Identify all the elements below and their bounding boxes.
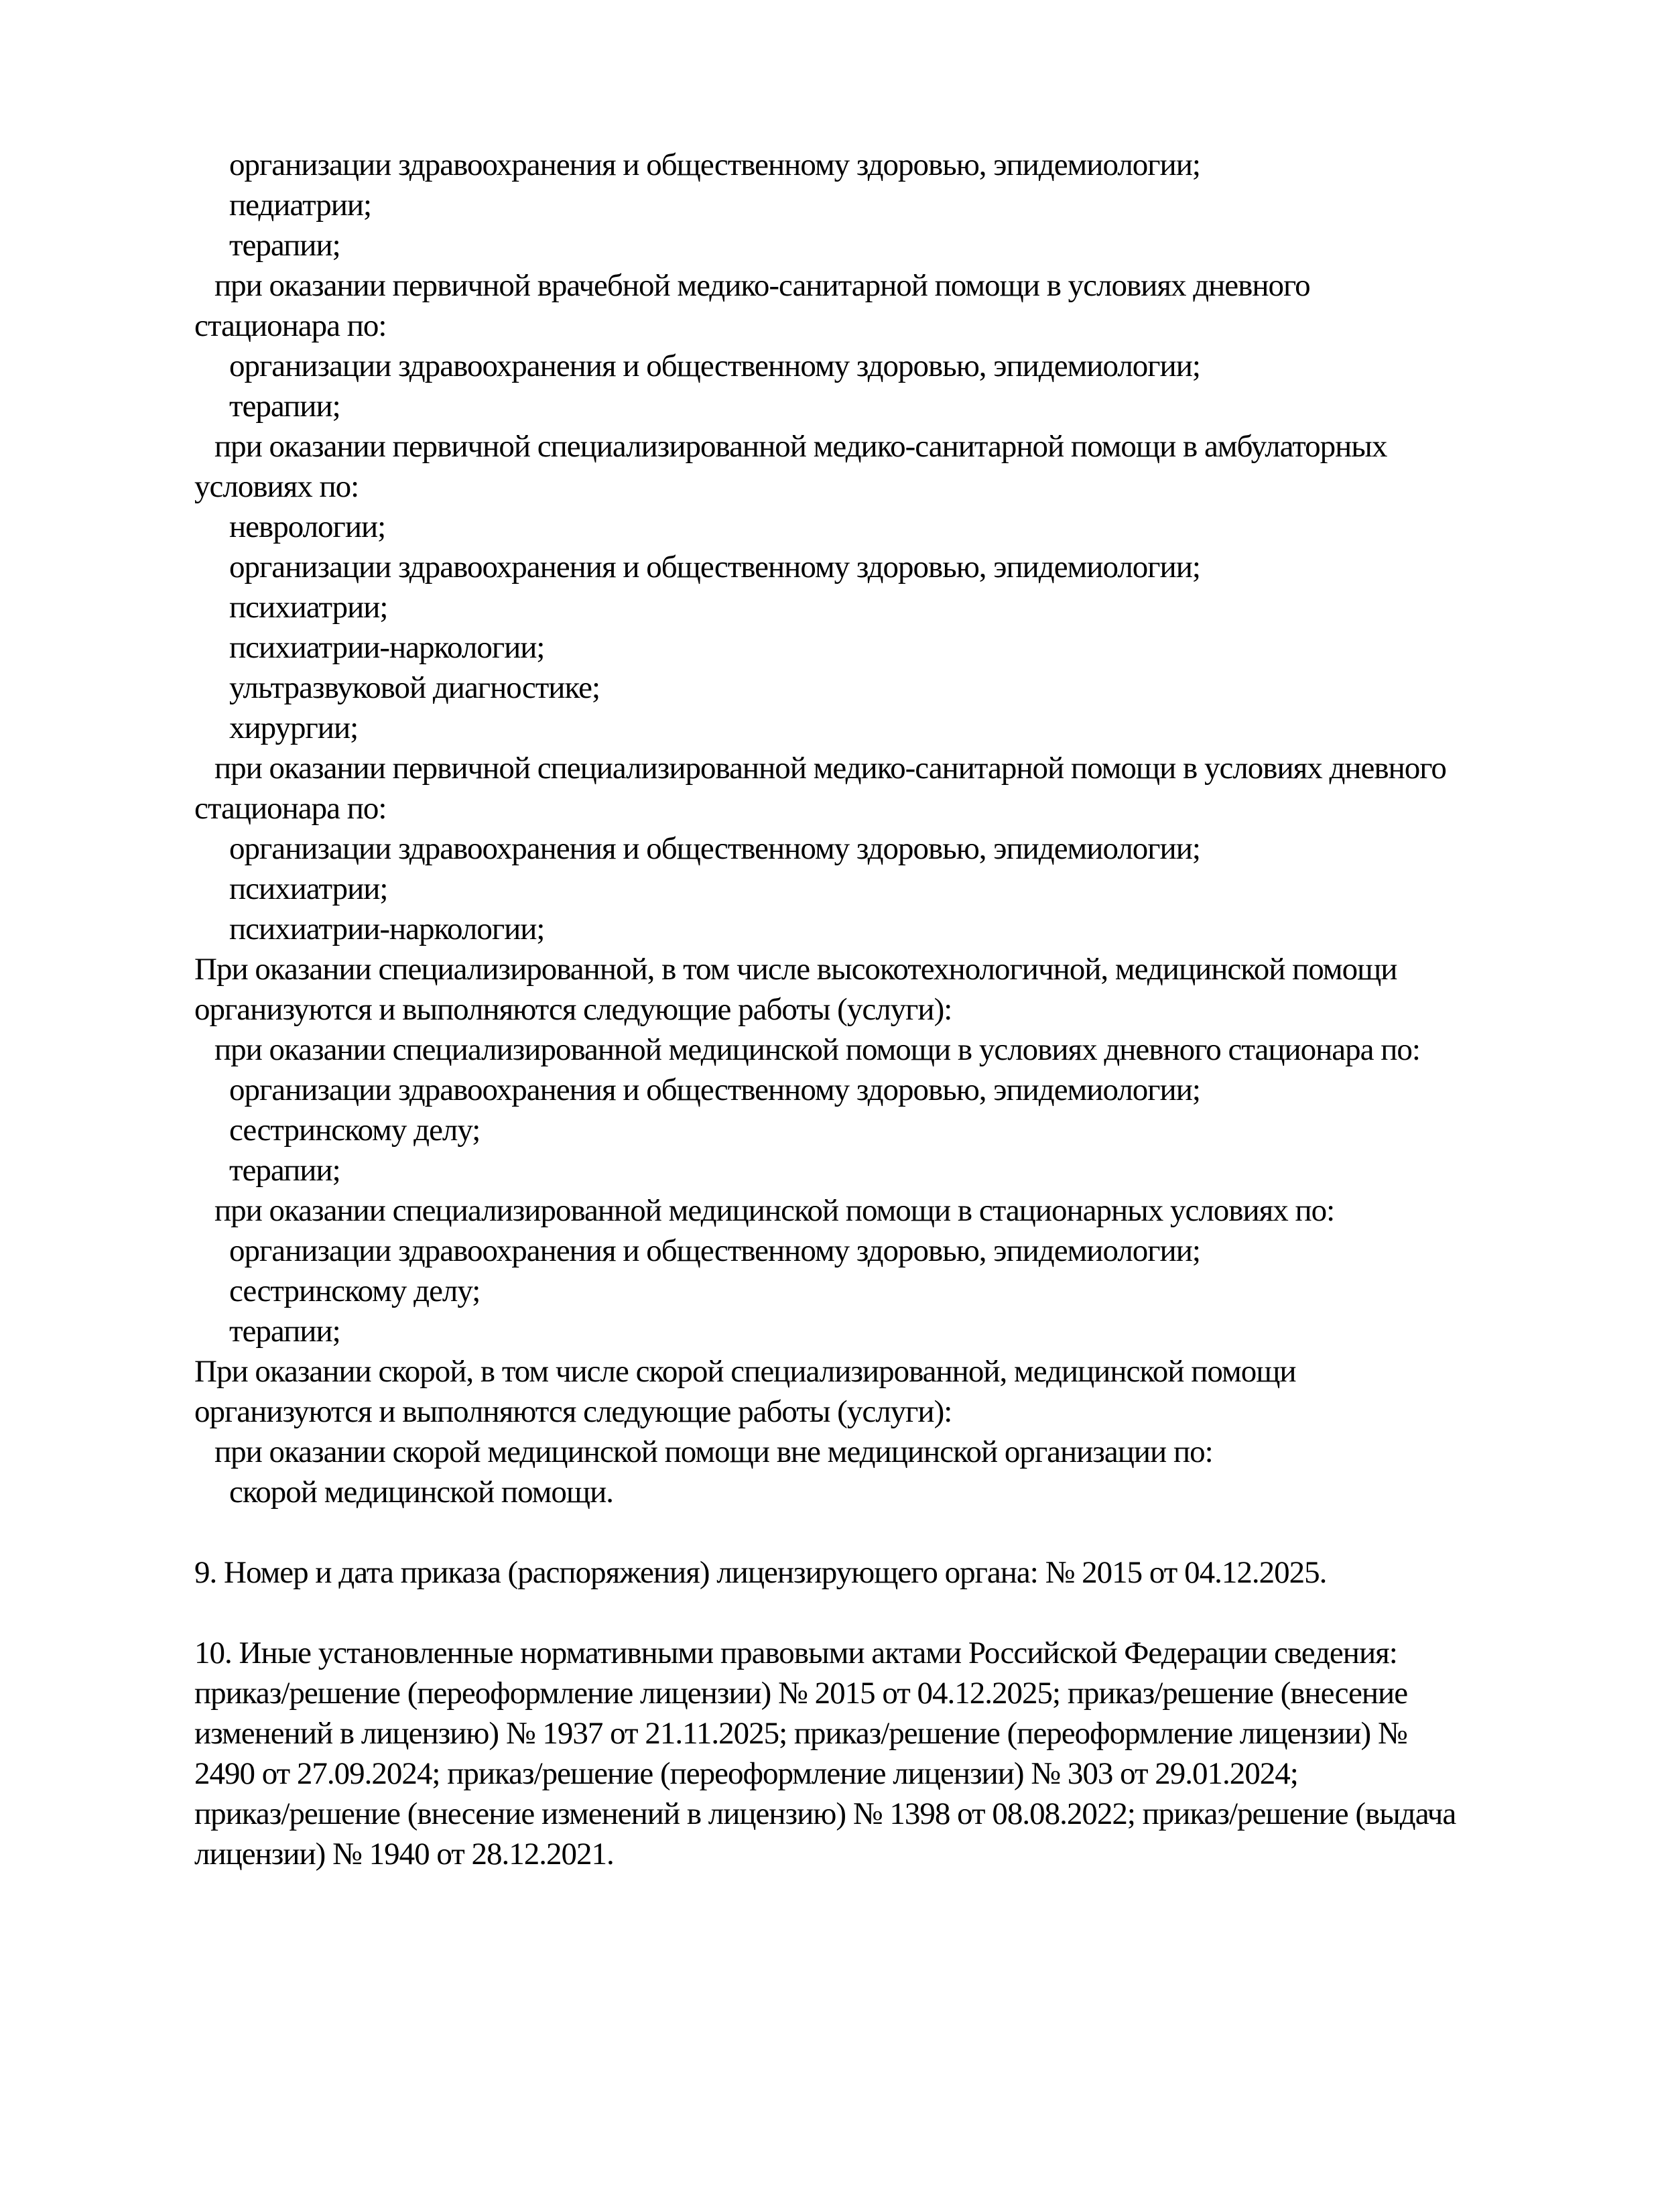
- text-line: психиатрии-наркологии;: [229, 912, 545, 946]
- text-line: при оказании скорой медицинской помощи вне медицинской организации по:: [214, 1434, 1213, 1469]
- blank-line: [0, 1512, 1662, 1552]
- text-line: при оказании специализированной медицинской помощи в стационарных условиях по:: [214, 1193, 1335, 1228]
- text-line: При оказании скорой, в том числе скорой специализированной, медицинской помощи: [194, 1354, 1296, 1389]
- text-line: при оказании первичной специализированной медико-санитарной помощи в амбулаторных: [214, 429, 1387, 464]
- text-line: психиатрии-наркологии;: [229, 630, 545, 665]
- text-line: хирургии;: [229, 711, 359, 745]
- text-line: организации здравоохранения и общественному здоровью, эпидемиологии;: [229, 349, 1200, 383]
- text-line: организации здравоохранения и общественному здоровью, эпидемиологии;: [229, 1233, 1200, 1268]
- text-line: организуются и выполняются следующие работы (услуги):: [194, 1394, 952, 1429]
- text-line: психиатрии;: [229, 590, 388, 625]
- text-line: скорой медицинской помощи.: [229, 1475, 614, 1510]
- text-line: терапии;: [229, 389, 340, 424]
- text-line: при оказании первичной врачебной медико-санитарной помощи в условиях дневного: [214, 268, 1310, 303]
- blank-line: [0, 1593, 1662, 1633]
- text-line: неврологии;: [229, 509, 386, 544]
- text-line: При оказании специализированной, в том числе высокотехнологичной, медицинской помощи: [194, 952, 1397, 987]
- text-line: сестринскому делу;: [229, 1113, 481, 1148]
- text-line: лицензии) № 1940 от 28.12.2021.: [194, 1837, 614, 1871]
- text-line: 2490 от 27.09.2024; приказ/решение (переоформление лицензии) № 303 от 29.01.2024;: [194, 1756, 1298, 1791]
- text-line: организации здравоохранения и общественному здоровью, эпидемиологии;: [229, 831, 1200, 866]
- text-line: организации здравоохранения и общественному здоровью, эпидемиологии;: [229, 550, 1200, 585]
- document-text-block: [0, 145, 1662, 1874]
- text-line: изменений в лицензию) № 1937 от 21.11.2025; приказ/решение (переоформление лицензии) №: [194, 1716, 1407, 1751]
- text-line: стационара по:: [194, 308, 387, 343]
- text-line: стационара по:: [194, 791, 387, 826]
- text-line: терапии;: [229, 228, 340, 263]
- text-line: педиатрии;: [229, 188, 372, 223]
- text-line: при оказании первичной специализированной медико-санитарной помощи в условиях дневного: [214, 751, 1446, 786]
- text-line: психиатрии;: [229, 871, 388, 906]
- text-line: сестринскому делу;: [229, 1274, 481, 1308]
- text-line: организации здравоохранения и общественному здоровью, эпидемиологии;: [229, 1072, 1200, 1107]
- text-line: терапии;: [229, 1314, 340, 1349]
- text-line: терапии;: [229, 1153, 340, 1188]
- text-line: приказ/решение (внесение изменений в лицензию) № 1398 от 08.08.2022; приказ/решение (выдача: [194, 1796, 1456, 1831]
- text-line: 9. Номер и дата приказа (распоряжения) лицензирующего органа: № 2015 от 04.12.2025.: [194, 1555, 1327, 1590]
- text-line: организации здравоохранения и общественному здоровью, эпидемиологии;: [229, 147, 1200, 182]
- text-line: организуются и выполняются следующие работы (услуги):: [194, 992, 952, 1027]
- text-line: условиях по:: [194, 469, 359, 504]
- text-line: приказ/решение (переоформление лицензии) № 2015 от 04.12.2025; приказ/решение (внесение: [194, 1676, 1408, 1711]
- text-line: 10. Иные установленные нормативными правовыми актами Российской Федерации сведения:: [194, 1636, 1397, 1670]
- text-line: ультразвуковой диагностике;: [229, 670, 600, 705]
- text-line: при оказании специализированной медицинской помощи в условиях дневного стационара по:: [214, 1032, 1420, 1067]
